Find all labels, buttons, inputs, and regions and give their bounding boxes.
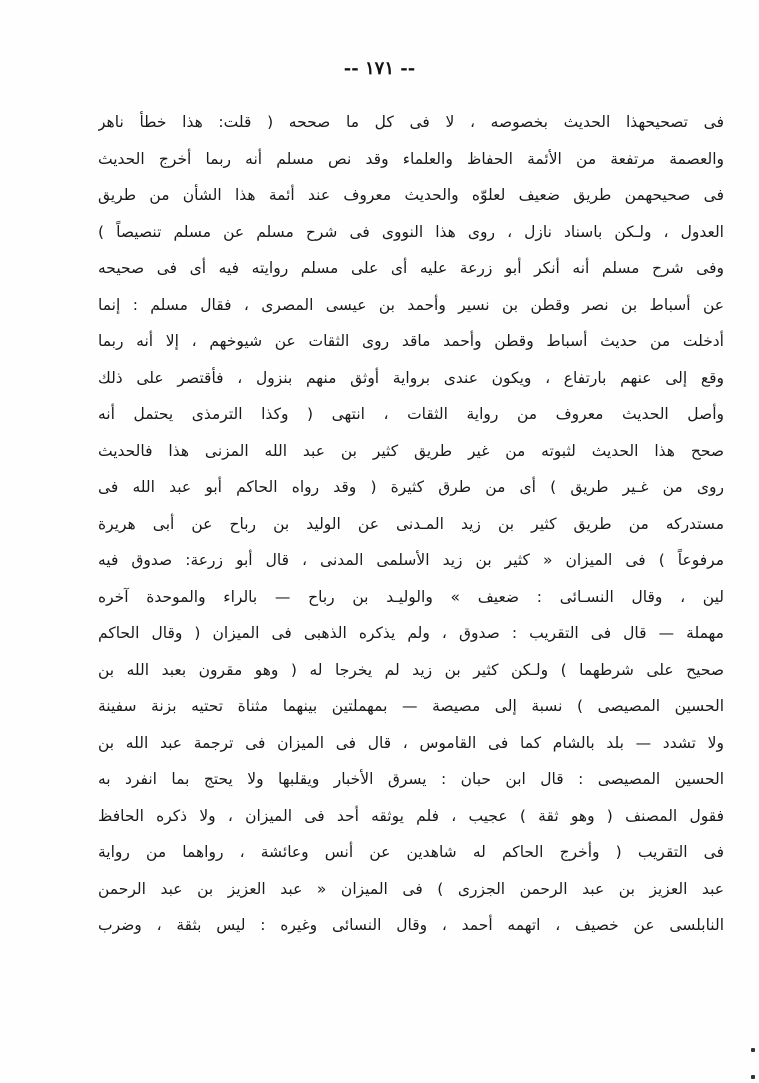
page-number: -- ١٧١ -- (343, 58, 416, 79)
text-line: الحسين المصيصى ) نسبة إلى مصيصة — بمهملتين بينهما مثناة تحتيه بزنة سفينة (98, 697, 724, 715)
text-line: أدخلت من حديث أسباط وقطن وأحمد ماقد روى الثقات عن شيوخهم ، إلا أنه ربما (98, 332, 724, 350)
text-line: مهملة — قال فى التقريب : صدوق ، ولم يذكره الذهبى فى الميزان ( وقال الحاكم (98, 624, 724, 642)
text-line: لين ، وقال النسـائى : ضعيف » والوليـد بن رباح — بالراء والموحدة آخره (98, 587, 724, 606)
body-text (98, 104, 724, 944)
text-line: والعصمة مرتفعة من الأئمة الحفاظ والعلماء وقد نص مسلم أنه ربما أخرج الحديث (98, 149, 724, 168)
text-line: فى تصحيحهذا الحديث بخصوصه ، لا فى كل ما صححه ( قلت: هذا خطأ ناهر (98, 113, 724, 131)
text-line: صحح هذا الحديث لثبوته من غير طريق كثير بن عبد الله المزنى هذا فالحديث (98, 441, 724, 460)
text-line: ولا تشدد — بلد بالشام كما فى القاموس ، قال فى الميزان فى ترجمة عبد الله بن (98, 733, 724, 752)
text-line: فى التقريب ( وأخرج الحاكم له شاهدين عن أنس وعائشة ، رواهما من رواية (98, 843, 724, 861)
text-line: فى صحيحهمن طريق ضعيف لعلوّه والحديث معروف عند أئمة هذا الشأن من طريق (98, 186, 724, 204)
text-line: العدول ، ولـكن باسناد نازل ، روى هذا النووى فى شرح مسلم عن مسلم تنصيصاً ) (98, 222, 724, 241)
text-line: مستدركه من طريق كثير بن زيد المـدنى عن الوليد بن رباح عن أبى هريرة (98, 514, 724, 533)
text-line: عبد العزيز بن عبد الرحمن الجزرى ) فى الميزان « عبد العزيز بن عبد الرحمن (98, 879, 724, 898)
scan-mark (751, 1075, 755, 1079)
scan-mark (751, 1048, 755, 1052)
text-line: وفى شرح مسلم أنه أنكر أبو زرعة عليه أى على مسلم روايته فيه أى فى صحيحه (98, 259, 724, 277)
text-line: مرفوعاً ) فى الميزان « كثير بن زيد الأسلمى المدنى ، قال أبو زرعة: صدوق فيه (98, 551, 724, 569)
text-line: النابلسى عن خصيف ، اتهمه أحمد ، وقال النسائى وغيره : ليس بثقة ، وضرب (98, 916, 724, 934)
text-line: وأصل الحديث معروف من رواية الثقات ، انتهى ( وكذا الترمذى يحتمل أنه (98, 405, 724, 423)
text-line: الحسين المصيصى : قال ابن حبان : يسرق الأخبار ويقلبها ولا يحتج بما انفرد به (98, 770, 724, 788)
text-line: صحيح على شرطهما ) ولـكن كثير بن زيد لم يخرجا له ( وهو مقرون بعبد الله بن (98, 660, 724, 679)
text-line: روى من غـير طريق ) أى من طرق كثيرة ( وقد رواه الحاكم أبو عبد الله فى (98, 478, 724, 496)
text-line: فقول المصنف ( وهو ثقة ) عجيب ، فلم يوثقه أحد فى الميزان ، ولا ذكره الحافظ (98, 806, 724, 825)
text-line: عن أسباط بن نصر وقطن بن نسير وأحمد بن عيسى المصرى ، فقال مسلم : إنما (98, 295, 724, 314)
text-line: وقع إلى عنهم بارتفاع ، ويكون عندى برواية أوثق منهم بنزول ، فأقتصر على ذلك (98, 368, 724, 387)
